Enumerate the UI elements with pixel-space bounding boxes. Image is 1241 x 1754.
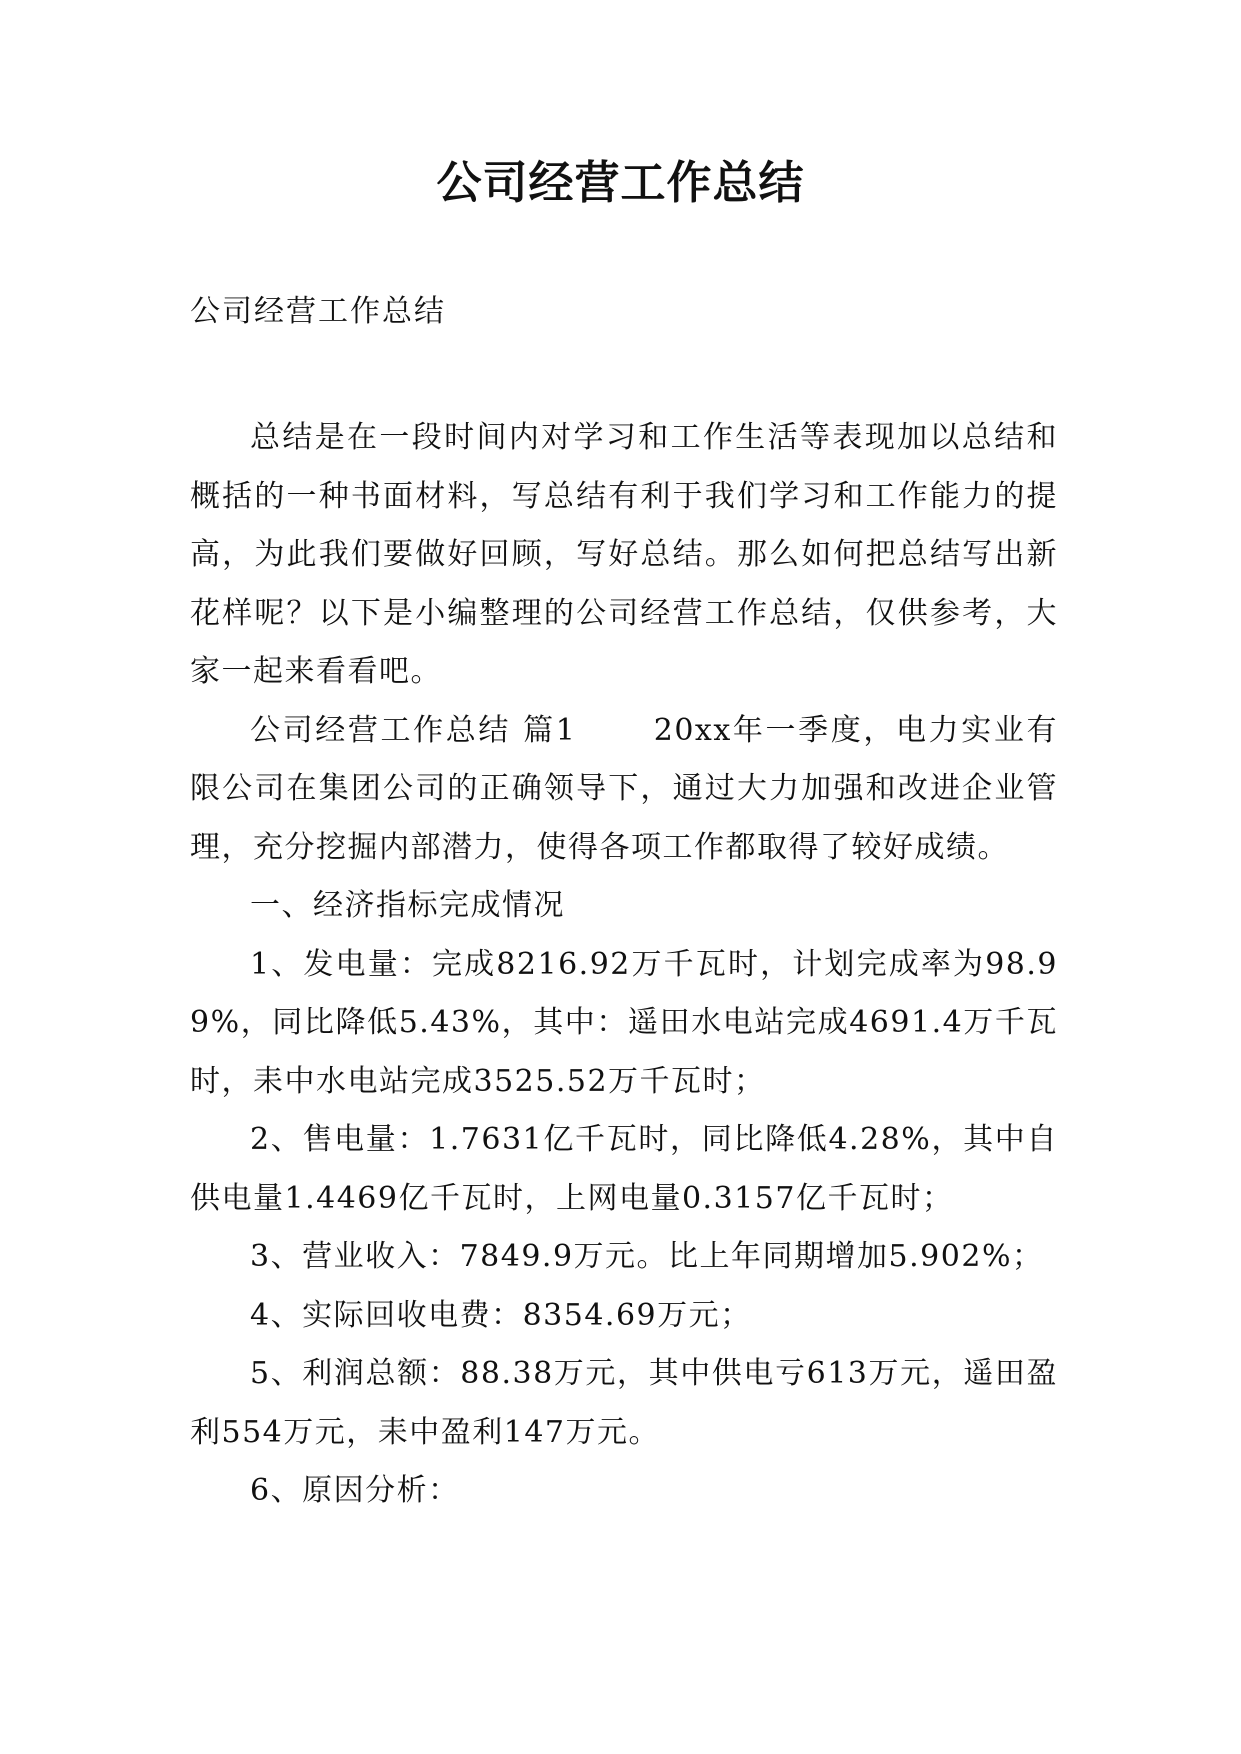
document-body	[190, 409, 1058, 1521]
document-subtitle: 公司经营工作总结	[190, 294, 446, 329]
heading-economic-indicators: 一、经济指标完成情况	[250, 888, 565, 923]
paragraph-total-profit: 5、利润总额：88.38万元，其中供电亏613万元，遥田盈利554万元，耒中盈利147万元。	[190, 1356, 1058, 1450]
paragraph-power-generation: 1、发电量：完成8216.92万千瓦时，计划完成率为98.99%，同比降低5.43%，其中：遥田水电站完成4691.4万千瓦时，耒中水电站完成3525.52万千瓦时；	[190, 946, 1058, 1099]
paragraph-fee-collection: 4、实际回收电费：8354.69万元；	[250, 1297, 752, 1333]
paragraph-cause-analysis: 6、原因分析：	[250, 1473, 460, 1508]
document-title: 公司经营工作总结	[436, 156, 805, 209]
paragraph-revenue: 3、营业收入：7849.9万元。比上年同期增加5.902%；	[250, 1239, 1044, 1274]
paragraph-intro: 总结是在一段时间内对学习和工作生活等表现加以总结和概括的一种书面材料，写总结有利于我们学习和工作能力的提高，为此我们要做好回顾，写好总结。那么如何把总结写出新花样呢？以下是小编整理的公司经营工作总结，仅供参考，大家一起来看看吧。	[190, 420, 1058, 689]
paragraph-section-1-opening: 公司经营工作总结 篇1 20xx年一季度，电力实业有限公司在集团公司的正确领导下，通过大力加强和改进企业管理，充分挖掘内部潜力，使得各项工作都取得了较好成绩。	[190, 712, 1058, 865]
paragraph-power-sales: 2、售电量：1.7631亿千瓦时，同比降低4.28%，其中自供电量1.4469亿千瓦时，上网电量0.3157亿千瓦时；	[190, 1122, 1058, 1216]
